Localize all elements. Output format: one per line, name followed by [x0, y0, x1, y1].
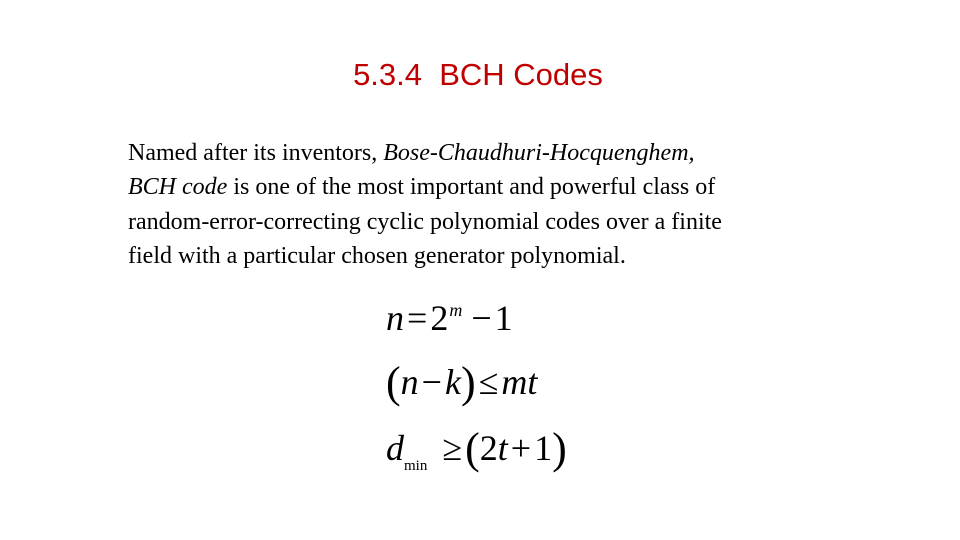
- formula-paren: (: [386, 358, 401, 407]
- formula-subscript: min: [404, 458, 428, 474]
- formula-min-distance: [386, 426, 567, 476]
- formula-var: d: [386, 428, 404, 468]
- paragraph-line-4: field with a particular chosen generator polynomial.: [128, 242, 626, 269]
- formula-constant: 1: [494, 298, 513, 338]
- formula-operator: −: [421, 362, 442, 402]
- formula-constant: 1: [534, 428, 553, 468]
- formula-var: mt: [501, 362, 538, 402]
- formula-paren: (: [465, 424, 480, 473]
- formula-block-length: [386, 298, 513, 344]
- formula-operator: +: [510, 428, 532, 468]
- formula-operator: ≤: [478, 362, 499, 402]
- slide-title: 5.3.4 BCH Codes: [353, 57, 603, 92]
- formula-operator: =: [407, 298, 428, 338]
- formula-operator: ≥: [442, 428, 463, 468]
- paragraph-line-3: random-error-correcting cyclic polynomial codes over a finite: [128, 208, 722, 235]
- formula-var: t: [497, 428, 508, 468]
- bch-code-term: BCH code: [128, 174, 228, 201]
- paragraph-text: Named after its inventors,: [128, 140, 384, 166]
- description-paragraph: [128, 136, 848, 273]
- formula-var: n: [400, 362, 419, 402]
- paragraph-text: is one of the most important and powerful class of: [227, 174, 716, 201]
- formula-base: 2: [430, 298, 449, 338]
- paragraph-line-2: [128, 170, 848, 204]
- formula-parity-bound: [386, 358, 538, 407]
- formula-operator: −: [471, 298, 492, 338]
- formula-coefficient: 2: [479, 428, 498, 468]
- formula-paren: ): [460, 358, 476, 407]
- formula-paren: ): [552, 424, 567, 473]
- formula-var: n: [386, 298, 404, 338]
- formula-exponent: m: [449, 300, 463, 320]
- formula-var: k: [444, 362, 461, 402]
- paragraph-line-1: [128, 136, 848, 170]
- inventors-names: Bose-Chaudhuri-Hocquenghem,: [383, 140, 695, 166]
